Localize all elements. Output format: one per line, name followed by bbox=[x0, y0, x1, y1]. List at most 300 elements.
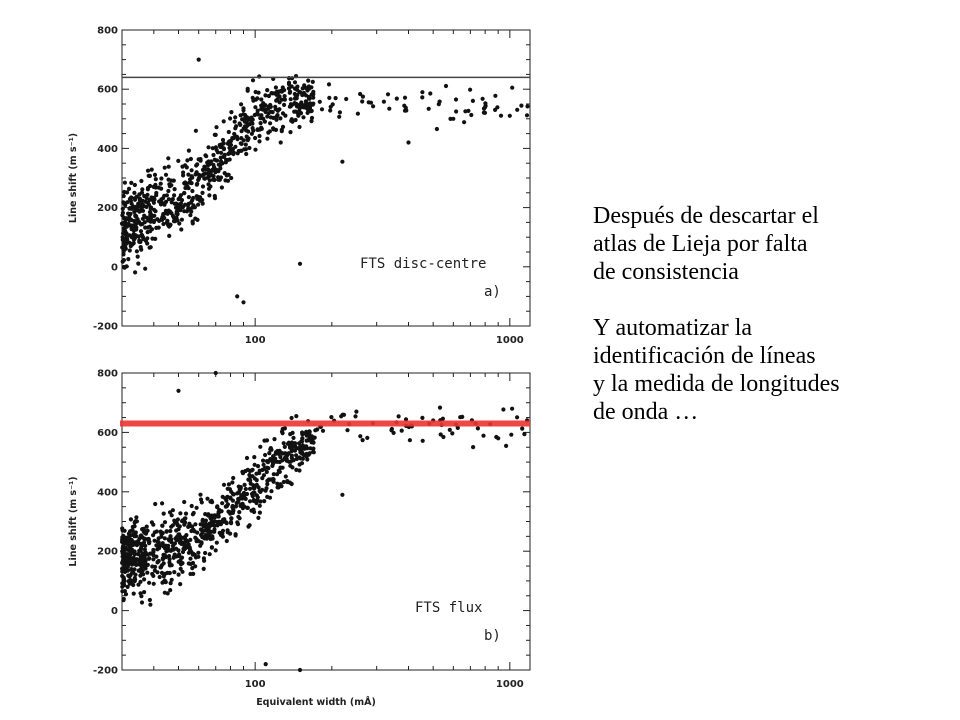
data-point bbox=[190, 189, 194, 193]
data-point bbox=[211, 153, 215, 157]
data-point bbox=[165, 219, 169, 223]
data-point bbox=[266, 460, 270, 464]
data-point bbox=[298, 262, 302, 266]
data-point bbox=[214, 371, 218, 375]
data-point bbox=[176, 517, 180, 521]
data-point bbox=[212, 527, 216, 531]
data-point bbox=[318, 100, 322, 104]
data-point bbox=[278, 116, 282, 120]
data-point bbox=[371, 104, 375, 108]
data-point bbox=[358, 434, 362, 438]
data-point bbox=[312, 450, 316, 454]
data-point bbox=[224, 499, 228, 503]
data-point bbox=[174, 528, 178, 532]
y-tick-label: 400 bbox=[97, 487, 118, 499]
data-point bbox=[189, 210, 193, 214]
data-point bbox=[471, 445, 475, 449]
data-point bbox=[180, 198, 184, 202]
data-point bbox=[304, 99, 308, 103]
data-point bbox=[161, 556, 165, 560]
data-point bbox=[170, 513, 174, 517]
caption-line: de consistencia bbox=[593, 259, 739, 285]
data-point bbox=[142, 577, 146, 581]
data-point bbox=[212, 515, 216, 519]
data-point bbox=[294, 110, 298, 114]
data-point bbox=[161, 212, 165, 216]
data-point bbox=[187, 149, 191, 153]
data-point bbox=[153, 237, 157, 241]
data-point bbox=[195, 218, 199, 222]
data-point bbox=[293, 97, 297, 101]
data-point bbox=[154, 226, 158, 230]
data-point bbox=[259, 97, 263, 101]
data-point bbox=[133, 270, 137, 274]
data-point bbox=[290, 454, 294, 458]
data-point bbox=[222, 146, 226, 150]
data-point bbox=[174, 547, 178, 551]
data-point bbox=[215, 158, 219, 162]
data-point bbox=[167, 165, 171, 169]
data-point bbox=[178, 524, 182, 528]
y-tick-label: 0 bbox=[111, 606, 118, 618]
data-point bbox=[289, 97, 293, 101]
data-point bbox=[146, 169, 150, 173]
data-point bbox=[233, 145, 237, 149]
data-point bbox=[159, 197, 163, 201]
data-point bbox=[239, 149, 243, 153]
x-tick-label: 1000 bbox=[495, 679, 524, 690]
data-point bbox=[220, 185, 224, 189]
data-point bbox=[255, 483, 259, 487]
data-point bbox=[222, 154, 226, 158]
data-point bbox=[265, 466, 269, 470]
data-point bbox=[150, 564, 154, 568]
data-point bbox=[147, 556, 151, 560]
data-point bbox=[167, 561, 171, 565]
data-point bbox=[121, 252, 125, 256]
data-point bbox=[228, 139, 232, 143]
data-point bbox=[122, 242, 126, 246]
data-point bbox=[132, 210, 136, 214]
data-point bbox=[137, 192, 141, 196]
data-point bbox=[251, 99, 255, 103]
data-point bbox=[280, 98, 284, 102]
y-tick-label: 0 bbox=[111, 262, 118, 274]
data-point bbox=[196, 178, 200, 182]
data-point bbox=[168, 534, 172, 538]
data-point bbox=[291, 436, 295, 440]
data-point bbox=[148, 229, 152, 233]
data-point bbox=[128, 552, 132, 556]
data-point bbox=[221, 138, 225, 142]
data-point bbox=[120, 589, 124, 593]
data-point bbox=[269, 105, 273, 109]
data-point bbox=[331, 102, 335, 106]
data-point bbox=[164, 580, 168, 584]
data-point bbox=[196, 203, 200, 207]
data-point bbox=[256, 109, 260, 113]
data-point bbox=[169, 179, 173, 183]
data-point bbox=[450, 431, 454, 435]
data-point bbox=[250, 132, 254, 136]
data-point bbox=[194, 129, 198, 133]
data-point bbox=[203, 551, 207, 555]
data-point bbox=[404, 106, 408, 110]
data-point bbox=[354, 410, 358, 414]
data-point bbox=[161, 544, 165, 548]
data-point bbox=[508, 114, 512, 118]
data-point bbox=[120, 561, 124, 565]
data-point bbox=[143, 267, 147, 271]
data-point bbox=[142, 543, 146, 547]
data-point bbox=[128, 581, 132, 585]
data-point bbox=[288, 432, 292, 436]
data-point bbox=[153, 173, 157, 177]
data-point bbox=[127, 222, 131, 226]
data-point bbox=[215, 541, 219, 545]
data-point bbox=[257, 134, 261, 138]
data-point bbox=[219, 151, 223, 155]
data-point bbox=[139, 546, 143, 550]
data-point bbox=[203, 176, 207, 180]
data-point bbox=[244, 487, 248, 491]
data-point bbox=[281, 427, 285, 431]
data-point bbox=[299, 456, 303, 460]
data-point bbox=[290, 440, 294, 444]
data-point bbox=[153, 569, 157, 573]
data-point bbox=[245, 456, 249, 460]
data-point bbox=[184, 533, 188, 537]
data-point bbox=[233, 120, 237, 124]
data-point bbox=[272, 472, 276, 476]
data-point bbox=[520, 427, 524, 431]
data-point bbox=[184, 511, 188, 515]
data-point bbox=[525, 113, 529, 117]
data-point bbox=[290, 416, 294, 420]
data-point bbox=[123, 266, 127, 270]
data-point bbox=[293, 80, 297, 84]
data-point bbox=[226, 179, 230, 183]
data-point bbox=[226, 487, 230, 491]
data-point bbox=[135, 249, 139, 253]
data-point bbox=[139, 556, 143, 560]
data-point bbox=[340, 493, 344, 497]
data-point bbox=[121, 544, 125, 548]
data-point bbox=[310, 92, 314, 96]
data-point bbox=[228, 116, 232, 120]
data-point bbox=[365, 436, 369, 440]
data-point bbox=[172, 519, 176, 523]
data-point bbox=[177, 573, 181, 577]
data-point bbox=[162, 511, 166, 515]
data-point bbox=[483, 111, 487, 115]
data-point bbox=[256, 112, 260, 116]
data-point bbox=[204, 522, 208, 526]
data-point bbox=[251, 491, 255, 495]
data-point bbox=[356, 112, 360, 116]
data-point bbox=[262, 473, 266, 477]
data-point bbox=[126, 548, 130, 552]
data-point bbox=[360, 99, 364, 103]
data-point bbox=[125, 200, 129, 204]
data-point bbox=[128, 248, 132, 252]
data-point bbox=[141, 552, 145, 556]
data-point bbox=[195, 531, 199, 535]
data-point bbox=[122, 258, 126, 262]
data-point bbox=[340, 160, 344, 164]
panel-label: a) bbox=[484, 284, 501, 300]
data-point bbox=[252, 455, 256, 459]
data-point bbox=[208, 516, 212, 520]
y-tick-label: 400 bbox=[97, 143, 118, 155]
data-point bbox=[252, 499, 256, 503]
data-point bbox=[168, 210, 172, 214]
data-point bbox=[200, 191, 204, 195]
data-point bbox=[122, 575, 126, 579]
data-point bbox=[406, 140, 410, 144]
data-point bbox=[139, 179, 143, 183]
data-point bbox=[167, 197, 171, 201]
data-point bbox=[148, 210, 152, 214]
data-point bbox=[308, 446, 312, 450]
data-point bbox=[515, 415, 519, 419]
data-point bbox=[244, 497, 248, 501]
data-point bbox=[301, 86, 305, 90]
data-point bbox=[258, 510, 262, 514]
data-point bbox=[191, 196, 195, 200]
x-tick-label: 1000 bbox=[495, 335, 524, 346]
data-point bbox=[428, 91, 432, 95]
data-point bbox=[438, 406, 442, 410]
data-point bbox=[168, 529, 172, 533]
y-tick-label: 800 bbox=[97, 368, 118, 380]
data-point bbox=[460, 415, 464, 419]
data-point bbox=[386, 92, 390, 96]
data-point bbox=[218, 510, 222, 514]
x-axis-title: Equivalent width (mÅ) bbox=[256, 697, 376, 708]
data-point bbox=[166, 189, 170, 193]
data-point bbox=[170, 578, 174, 582]
caption-paragraph-2 bbox=[593, 314, 948, 426]
data-point bbox=[206, 163, 210, 167]
data-point bbox=[265, 88, 269, 92]
data-point bbox=[129, 181, 133, 185]
data-point bbox=[483, 101, 487, 105]
data-point bbox=[266, 131, 270, 135]
data-point bbox=[158, 575, 162, 579]
data-point bbox=[236, 522, 240, 526]
data-point bbox=[141, 572, 145, 576]
data-point bbox=[243, 120, 247, 124]
data-point bbox=[390, 427, 394, 431]
data-point bbox=[133, 521, 137, 525]
data-point bbox=[284, 474, 288, 478]
data-point bbox=[152, 208, 156, 212]
data-point bbox=[137, 210, 141, 214]
data-point bbox=[293, 449, 297, 453]
data-point bbox=[246, 89, 250, 93]
data-point bbox=[133, 183, 137, 187]
data-point bbox=[210, 546, 214, 550]
data-point bbox=[134, 530, 138, 534]
data-point bbox=[197, 173, 201, 177]
data-point bbox=[228, 151, 232, 155]
data-point bbox=[236, 515, 240, 519]
data-point bbox=[185, 158, 189, 162]
data-point bbox=[258, 504, 262, 508]
data-point bbox=[263, 453, 267, 457]
data-point bbox=[155, 547, 159, 551]
data-point bbox=[278, 466, 282, 470]
data-point bbox=[305, 106, 309, 110]
data-point bbox=[238, 121, 242, 125]
data-point bbox=[248, 487, 252, 491]
data-point bbox=[198, 493, 202, 497]
data-point bbox=[143, 557, 147, 561]
data-point bbox=[226, 528, 230, 532]
data-point bbox=[274, 85, 278, 89]
data-point bbox=[225, 539, 229, 543]
y-tick-label: 600 bbox=[97, 84, 118, 96]
caption-line: identificación de líneas bbox=[593, 343, 816, 369]
data-point bbox=[165, 530, 169, 534]
data-point bbox=[273, 105, 277, 109]
data-point bbox=[290, 120, 294, 124]
data-point bbox=[327, 82, 331, 86]
data-point bbox=[253, 148, 257, 152]
data-point bbox=[408, 438, 412, 442]
data-point bbox=[197, 58, 201, 62]
data-point bbox=[276, 91, 280, 95]
data-point bbox=[181, 170, 185, 174]
data-point bbox=[152, 582, 156, 586]
data-point bbox=[195, 506, 199, 510]
data-point bbox=[190, 206, 194, 210]
data-point bbox=[176, 159, 180, 163]
data-point bbox=[228, 146, 232, 150]
data-point bbox=[251, 508, 255, 512]
data-point bbox=[127, 187, 131, 191]
data-point bbox=[182, 500, 186, 504]
data-point bbox=[235, 135, 239, 139]
data-point bbox=[188, 213, 192, 217]
data-point bbox=[264, 662, 268, 666]
data-point bbox=[147, 203, 151, 207]
data-point bbox=[288, 464, 292, 468]
data-point bbox=[138, 591, 142, 595]
data-point bbox=[204, 154, 208, 158]
data-point bbox=[471, 99, 475, 103]
data-point bbox=[493, 108, 497, 112]
data-point bbox=[143, 537, 147, 541]
data-point bbox=[246, 137, 250, 141]
data-point bbox=[241, 108, 245, 112]
data-point bbox=[159, 202, 163, 206]
data-point bbox=[240, 142, 244, 146]
data-point bbox=[254, 472, 258, 476]
data-point bbox=[125, 564, 129, 568]
data-point bbox=[150, 168, 154, 172]
data-point bbox=[286, 442, 290, 446]
data-point bbox=[304, 444, 308, 448]
data-point bbox=[515, 108, 519, 112]
data-point bbox=[211, 174, 215, 178]
data-point bbox=[232, 151, 236, 155]
data-point bbox=[179, 227, 183, 231]
data-point bbox=[162, 574, 166, 578]
data-point bbox=[238, 488, 242, 492]
data-point bbox=[269, 489, 273, 493]
data-point bbox=[241, 300, 245, 304]
data-point bbox=[191, 528, 195, 532]
data-point bbox=[283, 114, 287, 118]
data-point bbox=[339, 414, 343, 418]
data-point bbox=[139, 533, 143, 537]
data-point bbox=[214, 133, 218, 137]
data-point bbox=[200, 535, 204, 539]
data-point bbox=[133, 233, 137, 237]
data-point bbox=[130, 235, 134, 239]
data-point bbox=[272, 437, 276, 441]
data-point bbox=[239, 102, 243, 106]
data-point bbox=[172, 193, 176, 197]
data-point bbox=[188, 548, 192, 552]
data-point bbox=[135, 205, 139, 209]
data-point bbox=[496, 436, 500, 440]
data-point bbox=[219, 522, 223, 526]
data-point bbox=[186, 173, 190, 177]
data-point bbox=[306, 79, 310, 83]
data-point bbox=[133, 559, 137, 563]
data-point bbox=[227, 130, 231, 134]
data-point bbox=[133, 196, 137, 200]
data-point bbox=[271, 454, 275, 458]
data-point bbox=[256, 516, 260, 520]
data-point bbox=[234, 533, 238, 537]
data-point bbox=[122, 194, 126, 198]
data-point bbox=[221, 535, 225, 539]
data-point bbox=[338, 110, 342, 114]
data-point bbox=[123, 181, 127, 185]
data-point bbox=[151, 574, 155, 578]
data-point bbox=[206, 167, 210, 171]
data-point bbox=[361, 95, 365, 99]
data-point bbox=[134, 515, 138, 519]
data-point bbox=[263, 93, 267, 97]
data-point bbox=[122, 190, 126, 194]
data-point bbox=[454, 97, 458, 101]
data-point bbox=[247, 473, 251, 477]
caption-line: Después de descartar el bbox=[593, 203, 819, 229]
data-point bbox=[294, 453, 298, 457]
data-point bbox=[196, 195, 200, 199]
y-tick-label: 200 bbox=[97, 203, 118, 215]
data-point bbox=[501, 407, 505, 411]
data-point bbox=[143, 226, 147, 230]
data-point bbox=[151, 214, 155, 218]
data-point bbox=[137, 240, 141, 244]
data-point bbox=[279, 140, 283, 144]
data-point bbox=[257, 139, 261, 143]
data-point bbox=[126, 257, 130, 261]
data-point bbox=[307, 434, 311, 438]
data-point bbox=[162, 561, 166, 565]
data-point bbox=[294, 468, 298, 472]
data-point bbox=[175, 535, 179, 539]
data-point bbox=[293, 444, 297, 448]
data-point bbox=[176, 389, 180, 393]
data-point bbox=[229, 176, 233, 180]
